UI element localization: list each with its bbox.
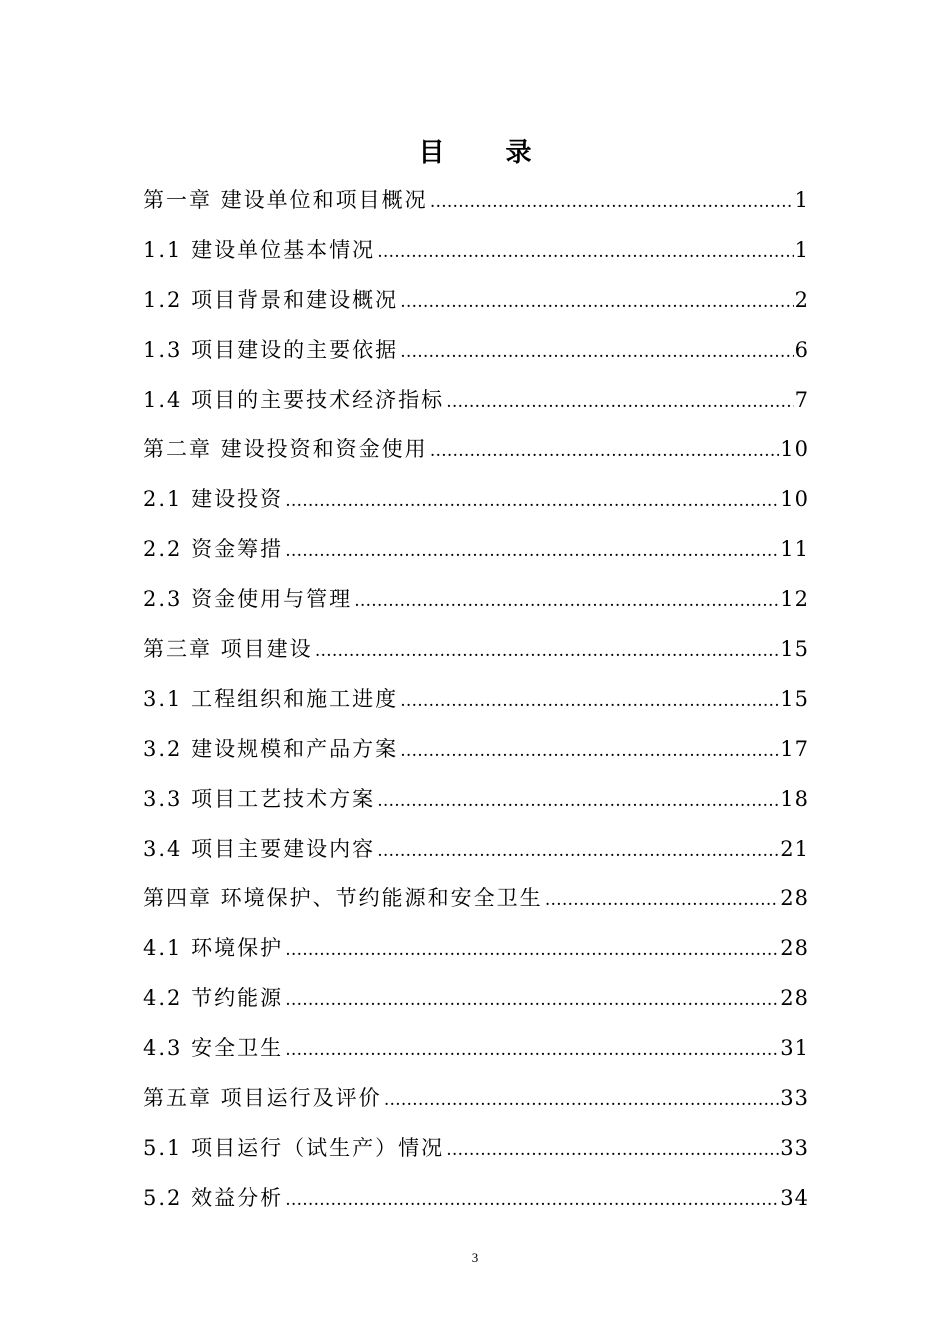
toc-entry-page: 21 — [780, 836, 809, 861]
toc-entry[interactable] — [143, 974, 809, 1024]
toc-entry-label: 2.1 建设投资 — [143, 487, 284, 512]
toc-entry-page: 28 — [780, 986, 809, 1011]
toc-entry-label: 2.3 资金使用与管理 — [143, 587, 353, 612]
toc-entry[interactable] — [143, 924, 809, 974]
toc-leader-dots — [377, 827, 779, 875]
toc-entry-page: 33 — [780, 1135, 809, 1160]
toc-leader-dots — [400, 328, 794, 376]
toc-leader-dots — [446, 378, 794, 426]
toc-entry-page: 17 — [780, 736, 809, 761]
toc-entry[interactable] — [143, 276, 809, 326]
toc-entry-label: 5.1 项目运行（试生产）情况 — [143, 1135, 445, 1160]
toc-leader-dots — [285, 1176, 779, 1224]
toc-entry-label: 1.3 项目建设的主要依据 — [143, 337, 399, 362]
toc-entry[interactable] — [143, 326, 809, 376]
toc-entry-page: 11 — [780, 537, 809, 562]
toc-leader-dots — [354, 577, 779, 625]
toc-entry-page: 1 — [794, 188, 809, 212]
toc-entry-page: 1 — [794, 237, 809, 262]
page-number: 3 — [471, 1250, 479, 1265]
toc-entry-page: 34 — [780, 1185, 809, 1210]
toc-entry-label: 第五章 项目运行及评价 — [143, 1086, 382, 1111]
toc-entry-label: 3.4 项目主要建设内容 — [143, 836, 376, 861]
toc-entry-label: 3.1 工程组织和施工进度 — [143, 686, 399, 711]
toc-entry-label: 4.1 环境保护 — [143, 936, 284, 961]
toc-leader-dots — [430, 427, 780, 475]
toc-leader-dots — [285, 926, 779, 974]
toc-entry[interactable] — [143, 376, 809, 426]
toc-leader-dots — [430, 178, 794, 226]
toc-entry[interactable] — [143, 176, 809, 226]
toc-leader-dots — [377, 777, 779, 825]
toc-entry[interactable] — [143, 1074, 809, 1124]
toc-entry[interactable] — [143, 874, 809, 924]
toc-entry-label: 1.4 项目的主要技术经济指标 — [143, 387, 445, 412]
toc-entry[interactable] — [143, 226, 809, 276]
toc-entry[interactable] — [143, 475, 809, 525]
toc-leader-dots — [400, 278, 794, 326]
toc-leader-dots — [400, 677, 779, 725]
toc-leader-dots — [446, 1126, 779, 1174]
toc-entry[interactable] — [143, 425, 809, 475]
toc-entry-label: 1.2 项目背景和建设概况 — [143, 287, 399, 312]
toc-entry-page: 28 — [780, 886, 809, 911]
toc-entry-page: 15 — [780, 686, 809, 711]
toc-entry-label: 第一章 建设单位和项目概况 — [143, 188, 428, 212]
toc-entry-label: 第三章 项目建设 — [143, 637, 313, 662]
toc-entry-page: 33 — [780, 1086, 809, 1111]
toc-entry-label: 第二章 建设投资和资金使用 — [143, 437, 428, 462]
toc-leader-dots — [384, 1076, 780, 1124]
toc-entry[interactable] — [143, 725, 809, 775]
table-of-contents — [143, 176, 809, 1224]
toc-entry-page: 18 — [780, 786, 809, 811]
toc-entry-page: 31 — [780, 1036, 809, 1061]
toc-entry[interactable] — [143, 1124, 809, 1174]
toc-entry-page: 2 — [794, 287, 809, 312]
toc-entry-page: 10 — [780, 437, 809, 462]
toc-entry[interactable] — [143, 775, 809, 825]
toc-entry-page: 12 — [780, 587, 809, 612]
toc-leader-dots — [400, 727, 779, 775]
toc-leader-dots — [285, 477, 779, 525]
toc-leader-dots — [545, 876, 780, 924]
toc-entry-label: 4.2 节约能源 — [143, 986, 284, 1011]
toc-entry-label: 3.3 项目工艺技术方案 — [143, 786, 376, 811]
toc-entry-page: 7 — [794, 387, 809, 412]
toc-entry-label: 4.3 安全卫生 — [143, 1036, 284, 1061]
toc-entry-label: 第四章 环境保护、节约能源和安全卫生 — [143, 886, 543, 911]
toc-entry[interactable] — [143, 675, 809, 725]
toc-leader-dots — [285, 1026, 779, 1074]
toc-entry-label: 5.2 效益分析 — [143, 1185, 284, 1210]
toc-title: 目 录 — [418, 138, 558, 168]
toc-entry-page: 28 — [780, 936, 809, 961]
toc-entry[interactable] — [143, 625, 809, 675]
toc-entry-label: 3.2 建设规模和产品方案 — [143, 736, 399, 761]
toc-entry-page: 10 — [780, 487, 809, 512]
toc-entry-label: 2.2 资金筹措 — [143, 537, 284, 562]
toc-leader-dots — [315, 627, 780, 675]
toc-entry-page: 15 — [780, 637, 809, 662]
toc-entry[interactable] — [143, 575, 809, 625]
toc-entry[interactable] — [143, 1174, 809, 1224]
toc-entry-page: 6 — [794, 337, 809, 362]
toc-entry-label: 1.1 建设单位基本情况 — [143, 237, 376, 262]
toc-leader-dots — [285, 527, 779, 575]
toc-leader-dots — [285, 976, 779, 1024]
toc-entry[interactable] — [143, 525, 809, 575]
toc-leader-dots — [377, 228, 794, 276]
toc-entry[interactable] — [143, 825, 809, 875]
toc-entry[interactable] — [143, 1024, 809, 1074]
